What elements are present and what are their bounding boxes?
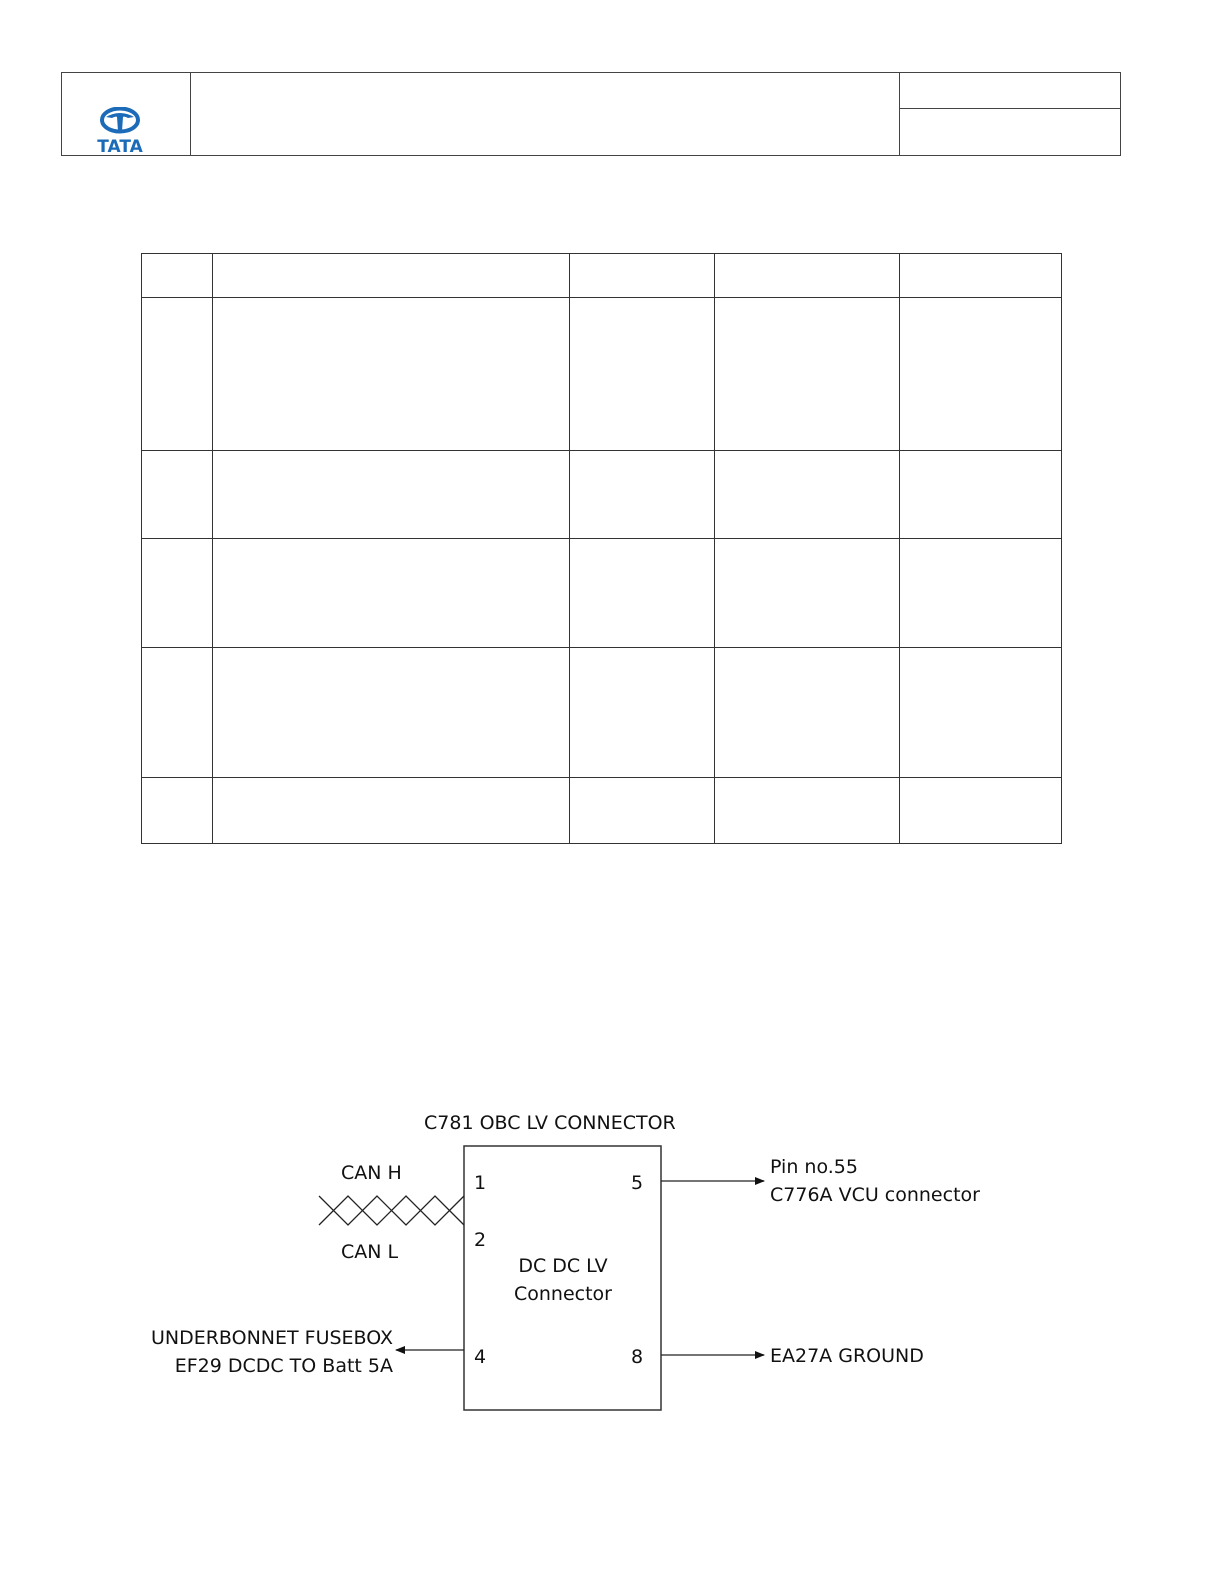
logo-wordmark: TATA bbox=[97, 137, 143, 157]
pin-8-destination: EA27A GROUND bbox=[770, 1345, 924, 1367]
can-l-label: CAN L bbox=[341, 1241, 399, 1263]
pin-4-destination-line2: EF29 DCDC TO Batt 5A bbox=[174, 1355, 393, 1377]
pin-1-label: 1 bbox=[474, 1172, 487, 1194]
pin-8-label: 8 bbox=[631, 1346, 644, 1368]
can-wire-b bbox=[319, 1196, 464, 1225]
pin-5-destination-line2: C776A VCU connector bbox=[770, 1184, 980, 1206]
connector-label-line2: Connector bbox=[514, 1283, 612, 1305]
diagram-title: C781 OBC LV CONNECTOR bbox=[424, 1112, 676, 1134]
pin-4-destination-line1: UNDERBONNET FUSEBOX bbox=[150, 1327, 393, 1349]
pin-5-label: 5 bbox=[631, 1172, 644, 1194]
pin-5-destination-line1: Pin no.55 bbox=[770, 1156, 858, 1178]
pin-2-label: 2 bbox=[474, 1229, 487, 1251]
connector-label-line1: DC DC LV bbox=[518, 1255, 608, 1277]
can-h-label: CAN H bbox=[341, 1162, 402, 1184]
pin-4-label: 4 bbox=[474, 1346, 487, 1368]
